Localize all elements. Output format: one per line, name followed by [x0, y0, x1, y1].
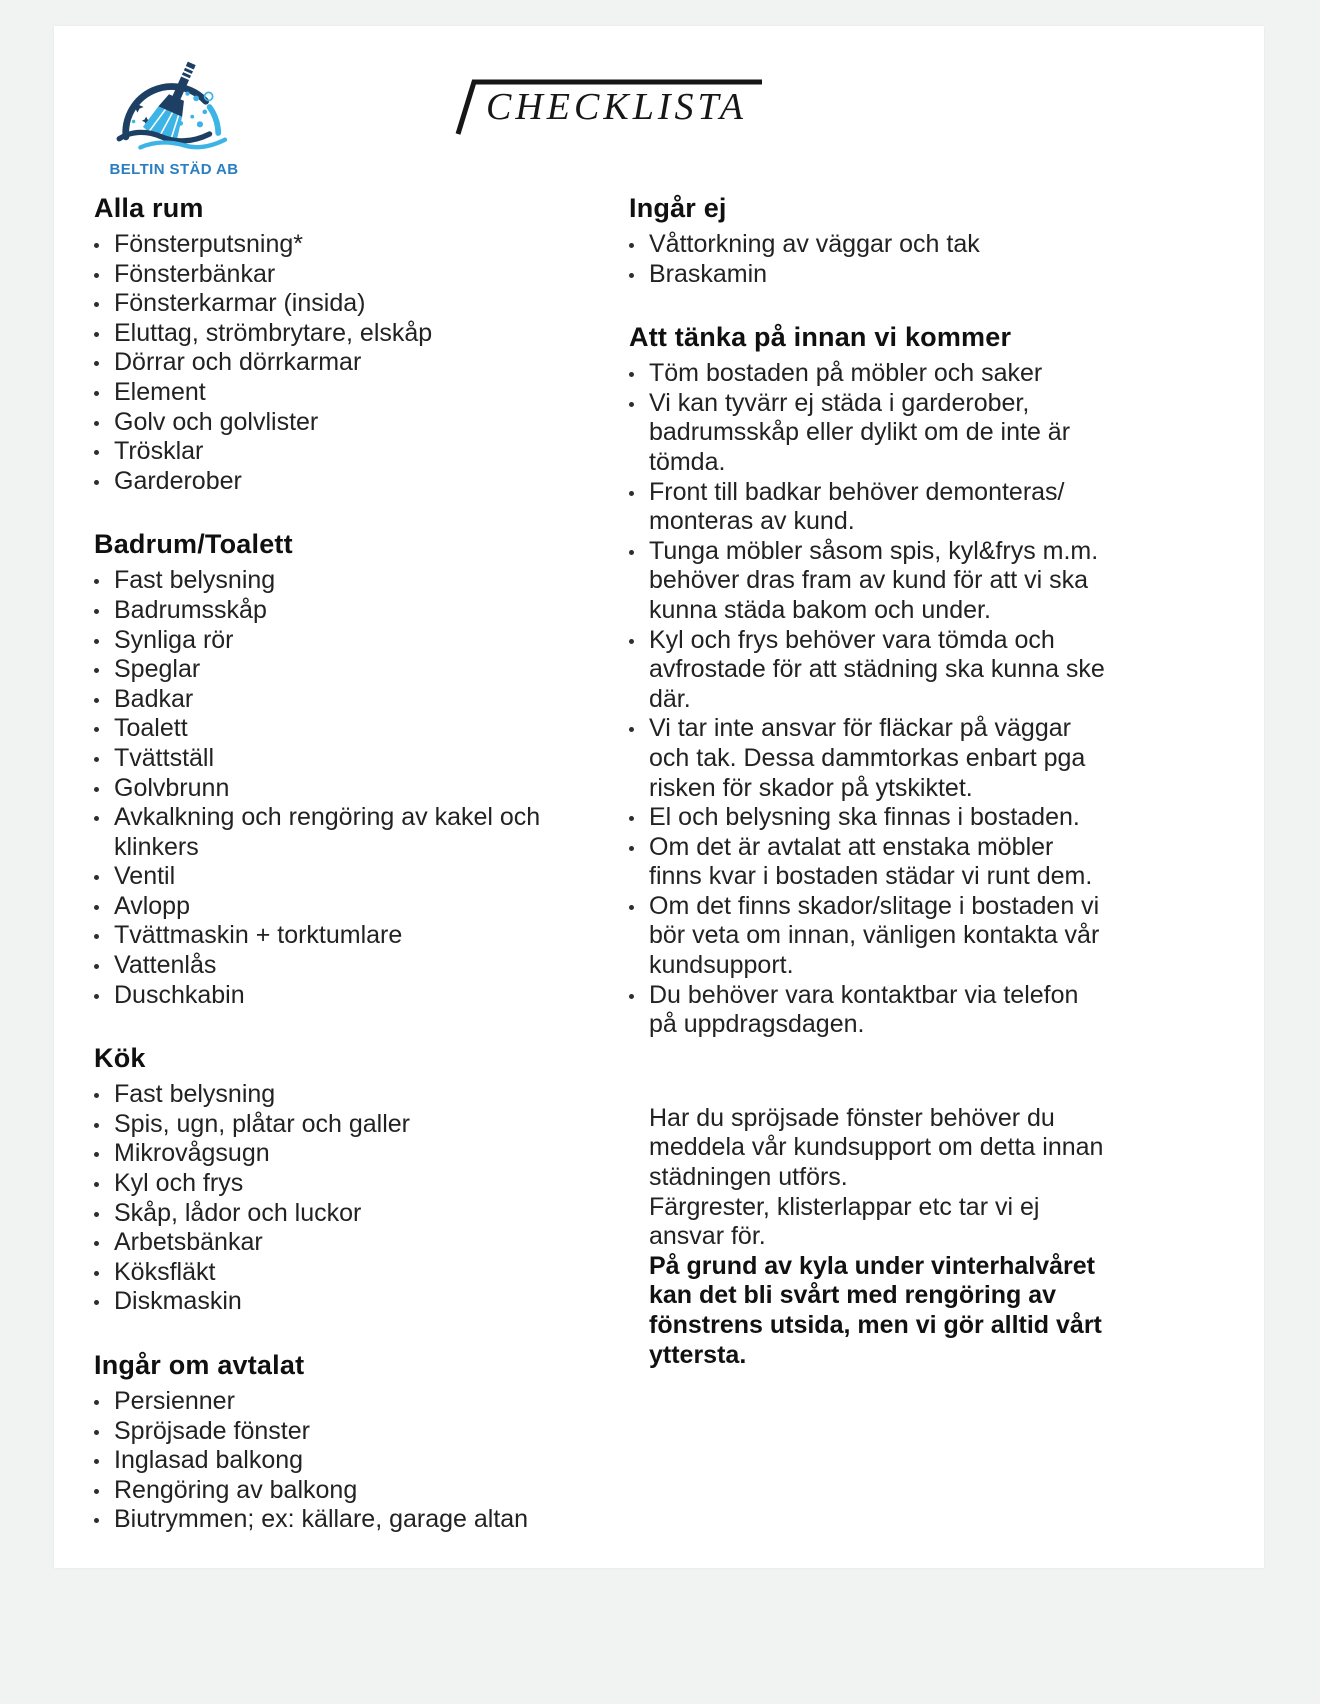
- section-heading: Badrum/Toalett: [94, 529, 293, 560]
- notes-paragraph: Har du spröjsade fönster behöver du meddela vår kundsupport om detta innan städningen utförs.: [649, 1103, 1104, 1192]
- list-item: [94, 626, 574, 656]
- list-item: [629, 714, 1107, 803]
- bullet-dot: [94, 803, 114, 862]
- bullet-list: [629, 230, 1107, 289]
- list-item: [94, 566, 574, 596]
- bullet-dot: [94, 1476, 114, 1506]
- section-kok: [94, 1043, 574, 1317]
- item-text: Front till badkar behöver demonteras/ monteras av kund.: [649, 477, 1065, 536]
- section-badrum-toalett: [94, 529, 574, 1010]
- item-text: Golv och golvlister: [114, 407, 319, 436]
- section-heading: Ingår ej: [629, 193, 727, 223]
- list-item: [629, 833, 1107, 892]
- bullet-dot: [629, 714, 649, 803]
- bullet-dot: [94, 1417, 114, 1447]
- item-text: Toalett: [114, 714, 188, 743]
- item-text: Golvbrunn: [114, 773, 230, 802]
- list-item: [94, 1446, 574, 1476]
- bullet-dot: [94, 1446, 114, 1476]
- list-item: [94, 1258, 574, 1288]
- list-item: [629, 892, 1107, 981]
- item-text: Inglasad balkong: [114, 1446, 304, 1475]
- section-ingar-om-avtalat: [94, 1350, 574, 1535]
- list-item: [94, 1476, 574, 1506]
- list-item: [94, 655, 574, 685]
- item-text: Synliga rör: [114, 625, 234, 654]
- list-item: [94, 1505, 574, 1535]
- bullet-dot: [629, 260, 649, 290]
- notes-paragraph: Färgrester, klisterlappar etc tar vi ej ansvar för.: [649, 1192, 1040, 1251]
- list-item: [94, 230, 574, 260]
- bullet-list: [629, 359, 1107, 1040]
- bullet-dot: [94, 289, 114, 319]
- item-text: Kyl och frys: [114, 1169, 244, 1198]
- document-header: [54, 26, 1264, 193]
- item-text: Persienner: [114, 1387, 235, 1415]
- list-item: [94, 1228, 574, 1258]
- bullet-dot: [629, 389, 649, 478]
- list-item: [629, 359, 1107, 389]
- item-text: Mikrovågsugn: [114, 1139, 270, 1168]
- notes-block: [629, 1104, 1107, 1370]
- item-text: Spröjsade fönster: [114, 1416, 310, 1445]
- item-text: Badrumsskåp: [114, 595, 267, 624]
- bullet-list: [94, 230, 574, 496]
- item-text: Badkar: [114, 684, 194, 713]
- list-item: [94, 685, 574, 715]
- bullet-dot: [629, 981, 649, 1040]
- list-item: [629, 537, 1107, 626]
- company-logo: [94, 58, 254, 178]
- item-text: Garderober: [114, 466, 242, 495]
- bullet-dot: [94, 774, 114, 804]
- item-text: Spis, ugn, plåtar och galler: [114, 1109, 411, 1138]
- company-name: BELTIN STÄD AB: [109, 161, 239, 178]
- item-text: Braskamin: [649, 259, 768, 288]
- bullet-dot: [94, 626, 114, 656]
- item-text: Avkalkning och rengöring av kakel och klinkers: [114, 803, 541, 861]
- bullet-dot: [94, 1228, 114, 1258]
- bullet-dot: [94, 744, 114, 774]
- item-text: Duschkabin: [114, 980, 245, 1009]
- list-item: [94, 1169, 574, 1199]
- bullet-list: [94, 1387, 574, 1535]
- item-text: Speglar: [114, 655, 201, 684]
- list-item: [94, 289, 574, 319]
- bullet-dot: [629, 537, 649, 626]
- list-item: [94, 892, 574, 922]
- bullet-dot: [94, 1110, 114, 1140]
- page-title: CHECKLISTA: [486, 86, 748, 128]
- list-item: [629, 260, 1107, 290]
- item-text: Tvättmaskin + torktumlare: [114, 921, 403, 950]
- bullet-dot: [94, 1387, 114, 1417]
- item-text: Trösklar: [114, 437, 204, 466]
- bullet-dot: [629, 892, 649, 981]
- item-text: Ventil: [114, 862, 176, 891]
- section-alla-rum: [94, 193, 574, 496]
- list-item: [94, 260, 574, 290]
- bullet-dot: [94, 378, 114, 408]
- list-item: [94, 1387, 574, 1417]
- bullet-dot: [94, 230, 114, 260]
- broom-logo-icon: [111, 58, 237, 158]
- section-ingar-ej: [629, 193, 1107, 289]
- bullet-dot: [629, 230, 649, 260]
- bullet-dot: [94, 892, 114, 922]
- title-block: [450, 76, 770, 140]
- item-text: Tunga möbler såsom spis, kyl&frys m.m. behöver dras fram av kund för att vi ska kunna städa bakom och under.: [649, 536, 1099, 624]
- item-text: Fönsterkarmar (insida): [114, 289, 366, 318]
- list-item: [94, 951, 574, 981]
- item-text: Eluttag, strömbrytare, elskåp: [114, 318, 433, 347]
- bullet-dot: [94, 1258, 114, 1288]
- bullet-dot: [94, 596, 114, 626]
- list-item: [94, 1287, 574, 1317]
- list-item: [94, 981, 574, 1011]
- item-text: Tvättställ: [114, 743, 215, 772]
- bullet-dot: [94, 981, 114, 1011]
- bullet-dot: [94, 655, 114, 685]
- bullet-dot: [94, 1080, 114, 1110]
- list-item: [94, 803, 574, 862]
- bullet-dot: [94, 951, 114, 981]
- item-text: Om det är avtalat att enstaka möbler finns kvar i bostaden städar vi runt dem.: [649, 832, 1093, 891]
- item-text: Fönsterbänkar: [114, 259, 276, 288]
- bullet-dot: [629, 626, 649, 715]
- section-heading: Att tänka på innan vi kommer: [629, 322, 1012, 353]
- item-text: Fönsterputsning*: [114, 230, 304, 258]
- left-column: [94, 193, 574, 1535]
- bullet-list: [94, 566, 574, 1010]
- bullet-dot: [629, 478, 649, 537]
- item-text: Skåp, lådor och luckor: [114, 1198, 362, 1227]
- item-text: Vattenlås: [114, 951, 217, 980]
- bullet-dot: [94, 437, 114, 467]
- item-text: Du behöver vara kontaktbar via telefon på uppdragsdagen.: [649, 980, 1079, 1039]
- list-item: [94, 744, 574, 774]
- list-item: [94, 348, 574, 378]
- list-item: [629, 230, 1107, 260]
- item-text: Vi tar inte ansvar för fläckar på väggar och tak. Dessa dammtorkas enbart pga risken för skador på ytskiktet.: [649, 714, 1086, 802]
- list-item: [94, 1110, 574, 1140]
- section-heading: Alla rum: [94, 193, 204, 223]
- list-item: [94, 1417, 574, 1447]
- list-item: [94, 378, 574, 408]
- list-item: [94, 467, 574, 497]
- bullet-dot: [94, 1287, 114, 1317]
- bullet-dot: [94, 408, 114, 438]
- bullet-dot: [94, 1505, 114, 1535]
- list-item: [629, 981, 1107, 1040]
- bullet-dot: [629, 359, 649, 389]
- item-text: El och belysning ska finnas i bostaden.: [649, 803, 1080, 832]
- section-att-tanka-pa: [629, 322, 1107, 1040]
- document-page: [54, 26, 1264, 1568]
- content-columns: [54, 193, 1264, 1535]
- bullet-dot: [94, 260, 114, 290]
- bullet-dot: [94, 1199, 114, 1229]
- list-item: [94, 774, 574, 804]
- bullet-dot: [629, 833, 649, 892]
- item-text: Om det finns skador/slitage i bostaden vi bör veta om innan, vänligen kontakta vår kundsupport.: [649, 891, 1100, 980]
- list-item: [94, 714, 574, 744]
- bullet-dot: [94, 921, 114, 951]
- list-item: [629, 478, 1107, 537]
- bullet-list: [94, 1080, 574, 1317]
- item-text: Element: [114, 377, 206, 406]
- notes-paragraph: På grund av kyla under vinterhalvåret kan det bli svårt med rengöring av fönstrens utsida, men vi gör alltid vårt yttersta.: [649, 1251, 1102, 1369]
- list-item: [94, 1199, 574, 1229]
- list-item: [94, 862, 574, 892]
- bullet-dot: [94, 1139, 114, 1169]
- list-item: [629, 389, 1107, 478]
- list-item: [94, 1139, 574, 1169]
- list-item: [94, 596, 574, 626]
- bullet-dot: [94, 1169, 114, 1199]
- bullet-dot: [94, 319, 114, 349]
- item-text: Våttorkning av väggar och tak: [649, 230, 980, 258]
- item-text: Arbetsbänkar: [114, 1228, 263, 1257]
- list-item: [94, 408, 574, 438]
- item-text: Töm bostaden på möbler och saker: [649, 359, 1043, 388]
- item-text: Diskmaskin: [114, 1287, 242, 1316]
- bullet-dot: [94, 714, 114, 744]
- right-column: [629, 193, 1107, 1370]
- item-text: Fast belysning: [114, 1080, 276, 1109]
- section-heading: Kök: [94, 1043, 146, 1074]
- item-text: Rengöring av balkong: [114, 1475, 358, 1504]
- list-item: [94, 319, 574, 349]
- bullet-dot: [629, 803, 649, 833]
- item-text: Dörrar och dörrkarmar: [114, 348, 362, 377]
- item-text: Vi kan tyvärr ej städa i garderober, badrumsskåp eller dylikt om de inte är tömda.: [649, 388, 1071, 476]
- list-item: [94, 921, 574, 951]
- bullet-dot: [94, 467, 114, 497]
- bullet-dot: [94, 862, 114, 892]
- item-text: Kyl och frys behöver vara tömda och avfrostade för att städning ska kunna ske där.: [649, 625, 1105, 713]
- list-item: [629, 803, 1107, 833]
- bullet-dot: [94, 348, 114, 378]
- list-item: [629, 626, 1107, 715]
- list-item: [94, 437, 574, 467]
- section-heading: Ingår om avtalat: [94, 1350, 305, 1380]
- list-item: [94, 1080, 574, 1110]
- bullet-dot: [94, 685, 114, 715]
- item-text: Avlopp: [114, 891, 190, 920]
- item-text: Köksfläkt: [114, 1257, 216, 1286]
- bullet-dot: [94, 566, 114, 596]
- item-text: Biutrymmen; ex: källare, garage altan: [114, 1505, 529, 1534]
- item-text: Fast belysning: [114, 566, 276, 595]
